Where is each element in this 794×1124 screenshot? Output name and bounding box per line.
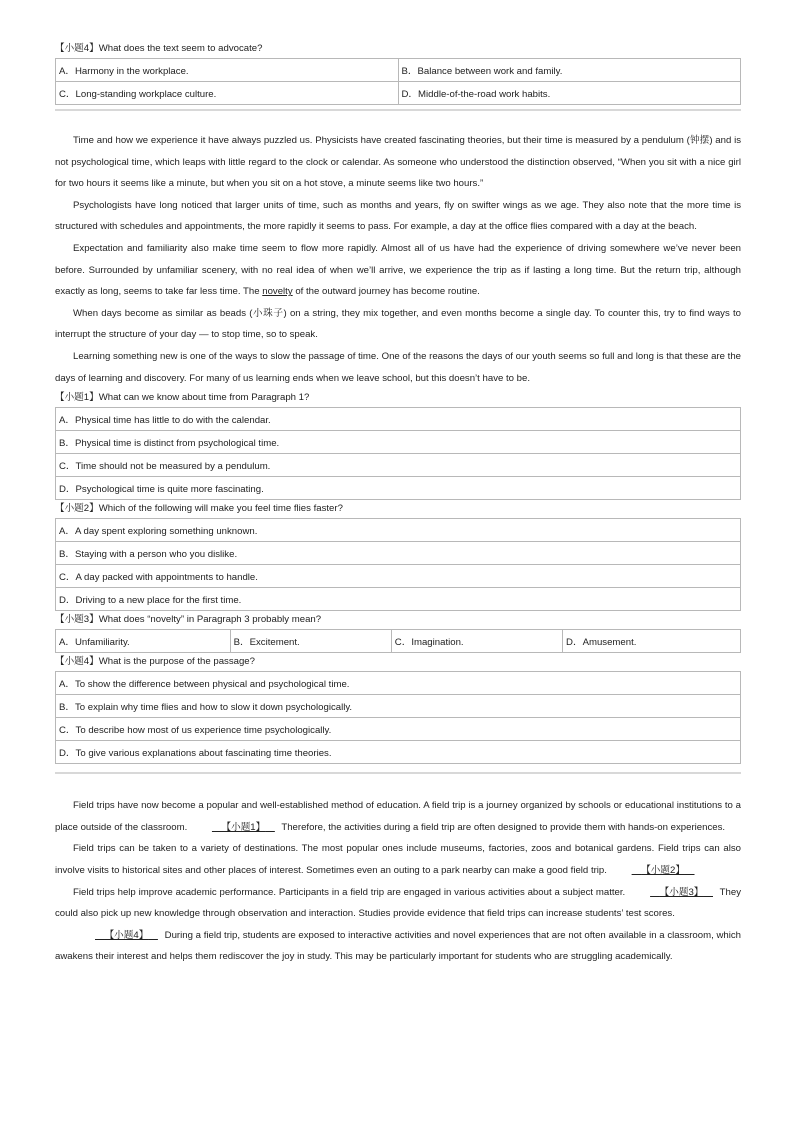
s2-paragraph-5: Learning something new is one of the ways to slow the passage of time. One of the reasons the days of our youth seems so full and long is that these are the days of learning and discovery. For many of us learning ends when we leave school, but this doesn’t have to be. <box>55 350 741 384</box>
s3-p1-text-before: Field trips have now become a popular and well-established method of education. A field trip is a journey organized by schools or educational institutions to a place outside of the classroom. <box>55 800 741 833</box>
s3-blank-3[interactable] <box>628 882 717 904</box>
s2-q2-option-a[interactable]: A．A day spent exploring something unknown. <box>56 519 741 542</box>
s1-q4-option-a[interactable]: A．Harmony in the workplace. <box>56 59 399 82</box>
s2-p3-text-before: Expectation and familiarity also make time seem to flow more rapidly. Almost all of us have had the experience of driving somewhere we’ve never been before. Surrounded by unfamiliar scenery, with no real idea of when we’ll arrive, we experience the trip as if lasting a long time. But the return trip, although exactly as long, seems to take far less time. The <box>55 242 741 298</box>
s3-blank-1[interactable] <box>190 817 279 839</box>
s2-q2-option-c[interactable]: C．A day packed with appointments to handle. <box>56 565 741 588</box>
s3-p1-text-after: Therefore, the activities during a field trip are often designed to provide them with hands-on experiences. <box>281 821 726 833</box>
s2-question-2-options <box>55 518 741 611</box>
s1-q4-option-d[interactable]: D．Middle-of-the-road work habits. <box>398 82 741 105</box>
s2-question-4-title: 【小题4】What is the purpose of the passage? <box>55 656 255 668</box>
document-page <box>55 40 741 968</box>
s2-q1-option-a[interactable]: A．Physical time has little to do with the calendar. <box>56 408 741 431</box>
s2-p3-underlined-word: novelty <box>262 286 293 298</box>
s2-question-1-options <box>55 407 741 500</box>
s2-q2-option-b[interactable]: B．Staying with a person who you dislike. <box>56 542 741 565</box>
s2-q1-option-d[interactable]: D．Psychological time is quite more fascinating. <box>56 477 741 500</box>
s2-q3-option-d[interactable]: D．Amusement. <box>563 630 741 653</box>
s1-question-4-title: 【小题4】What does the text seem to advocate? <box>55 43 263 54</box>
s2-question-3-options <box>55 629 741 653</box>
s3-paragraph-2 <box>55 838 741 881</box>
s2-q3-option-a[interactable]: A．Unfamiliarity. <box>56 630 231 653</box>
s2-question-3-title: 【小题3】What does “novelty” in Paragraph 3 probably mean? <box>55 614 322 626</box>
s3-p2-text-before: Field trips can be taken to a variety of destinations. The most popular ones include museums, factories, zoos and botanical gardens. Field trips can also involve visits to historical sites and other places of interest. Sometimes even an outing to a park nearby can make a good field trip. <box>55 843 741 876</box>
s3-paragraph-1 <box>55 795 741 838</box>
s3-paragraph-4 <box>55 925 741 968</box>
s2-question-1-title: 【小题1】What can we know about time from Paragraph 1? <box>55 392 310 404</box>
s2-q1-option-c[interactable]: C．Time should not be measured by a pendulum. <box>56 454 741 477</box>
s3-blank-2-label: 【小题2】 <box>641 864 685 876</box>
s2-q3-option-c[interactable]: C．Imagination. <box>391 630 562 653</box>
s3-p4-text-after: During a field trip, students are exposed to interactive activities and novel experiences that are not often available in a classroom, which awakens their interest and helps them rediscover the joy in study. This may be particularly important for students who are struggling academically. <box>55 929 741 963</box>
s2-paragraph-1: Time and how we experience it have always puzzled us. Physicists have created fascinating theories, but their time is measured by a pendulum (钟摆) and is not psychological time, which leaps with little regard to the clock or calendar. As someone who understood the distinction observed, “When you sit with a nice girl for two hours it seems like a minute, but when you sit on a hot stove, a minute seems like two hours.” <box>55 135 741 190</box>
s3-paragraph-3 <box>55 882 741 925</box>
s3-blank-3-label: 【小题3】 <box>659 886 704 898</box>
s2-q4-option-c[interactable]: C．To describe how most of us experience time psychologically. <box>56 718 741 741</box>
s2-p3-text-after: of the outward journey has become routine. <box>292 286 480 298</box>
s1-question-4-options <box>55 58 741 105</box>
s2-q2-option-d[interactable]: D．Driving to a new place for the first time. <box>56 588 741 611</box>
s2-q3-option-b[interactable]: B．Excitement. <box>230 630 391 653</box>
s2-paragraph-3 <box>55 238 741 303</box>
s2-q4-option-a[interactable]: A．To show the difference between physical and psychological time. <box>56 672 741 695</box>
s3-blank-4-label: 【小题4】 <box>104 929 149 941</box>
s2-q4-option-d[interactable]: D．To give various explanations about fascinating time theories. <box>56 741 741 764</box>
s3-blank-2[interactable] <box>610 860 699 882</box>
s2-q4-option-b[interactable]: B．To explain why time flies and how to slow it down psychologically. <box>56 695 741 718</box>
s1-q4-option-c[interactable]: C．Long-standing workplace culture. <box>56 82 399 105</box>
s3-blank-4[interactable] <box>73 925 162 947</box>
s1-q4-option-b[interactable]: B．Balance between work and family. <box>398 59 741 82</box>
s3-p3-text-before: Field trips help improve academic performance. Participants in a field trip are engaged in various activities about a subject matter. <box>73 886 626 898</box>
s2-question-4-options <box>55 671 741 764</box>
s2-q1-option-b[interactable]: B．Physical time is distinct from psychological time. <box>56 431 741 454</box>
s2-paragraph-4: When days become as similar as beads (小珠子) on a string, they mix together, and even months become a single day. To counter this, try to find ways to interrupt the structure of your day — to stop time, so to speak. <box>55 307 741 341</box>
s3-blank-1-label: 【小题1】 <box>221 821 266 833</box>
s2-paragraph-2: Psychologists have long noticed that larger units of time, such as months and years, fly on swifter wings as we age. They also note that the more time is structured with schedules and appointments, the more rapidly it seems to pass. For example, a day at the office flies compared with a day at the beach. <box>55 199 741 233</box>
s3-p3-text-after: They could also pick up new knowledge through observation and interaction. Studies provide evidence that field trips can increase students’ test scores. <box>55 886 742 920</box>
s2-question-2-title: 【小题2】Which of the following will make you feel time flies faster? <box>55 503 343 515</box>
